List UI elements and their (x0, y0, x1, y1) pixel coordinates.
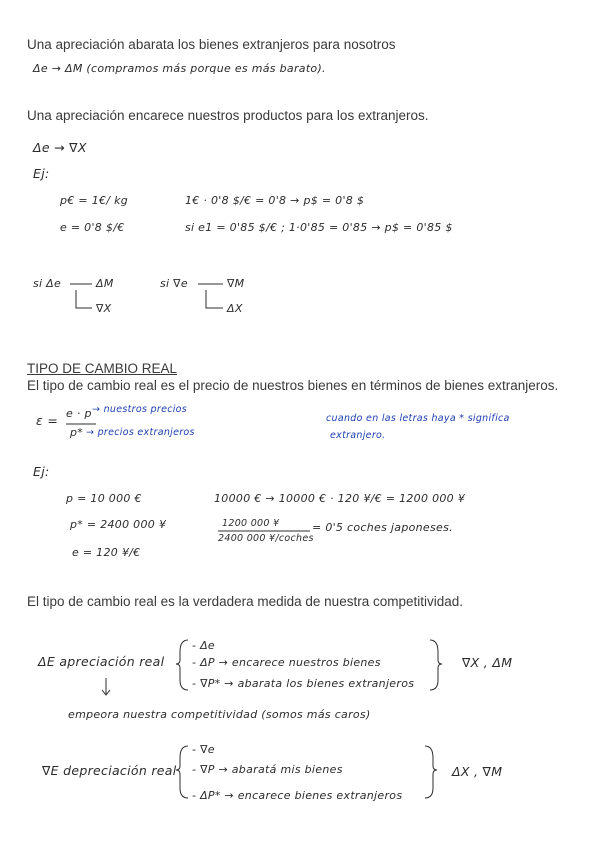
diagram-a-si: si Δe (33, 277, 62, 290)
apreciacion-item-2: - ΔP → encarece nuestros bienes (192, 656, 381, 669)
ejemplo1-conversion: 1€ · 0'8 $/€ = 0'8 → p$ = 0'8 $ (185, 194, 365, 207)
ejemplo2-tipo-cambio: e = 120 ¥/€ (72, 546, 141, 559)
diagram-b-si: si ∇e (160, 277, 188, 290)
apreciacion-real: ΔE apreciación real (38, 654, 165, 669)
depreciacion-resultado: ΔX , ∇M (452, 764, 503, 779)
ejemplo2-frac-den: 2400 000 ¥/coches (218, 533, 314, 544)
ejemplo2-resultado: = 0'5 coches japoneses. (312, 521, 453, 534)
ejemplo-label-2: Ej: (33, 464, 50, 479)
apreciacion-item-1: - Δe (192, 639, 215, 652)
note-de-vx: Δe → ∇X (33, 140, 87, 155)
diagram-b-bot: ΔX (227, 302, 243, 315)
depreciacion-item-2: - ∇P → abaratá mis bienes (192, 763, 343, 776)
ejemplo1-apreciacion: si e1 = 0'85 $/€ ; 1·0'85 = 0'85 → p$ = 0'85 $ (185, 221, 453, 234)
ejemplo2-conversion: 10000 € → 10000 € · 120 ¥/€ = 1200 000 ¥ (214, 492, 466, 505)
epsilon-symbol: ε = (36, 413, 59, 428)
ejemplo2-precio: p = 10 000 € (66, 492, 142, 505)
apreciacion-resultado: ∇X , ΔM (462, 655, 513, 670)
depreciacion-item-3: - ΔP* → encarece bienes extranjeros (192, 789, 403, 802)
ejemplo1-tipo-cambio: e = 0'8 $/€ (60, 221, 125, 234)
epsilon-numerator: e · p (66, 407, 92, 420)
diagram-a-top: ΔM (96, 277, 114, 290)
depreciacion-real: ∇E depreciación real (42, 763, 177, 778)
label-nuestros-precios: → nuestros precios (92, 404, 188, 415)
diagram-b-top: ∇M (227, 277, 245, 290)
heading-competitividad: El tipo de cambio real es la verdadera medida de nuestra competitividad. (27, 594, 463, 609)
epsilon-denominator: p* (70, 426, 84, 439)
heading-apreciacion-encarece: Una apreciación encarece nuestros productos para los extranjeros. (27, 108, 429, 123)
note-asterisco-2: extranjero. (330, 430, 386, 441)
heading-apreciacion-abarata: Una apreciación abarata los bienes extranjeros para nosotros (27, 37, 396, 52)
empeora-competitividad: empeora nuestra competitividad (somos más caros) (68, 708, 371, 721)
note-asterisco-1: cuando en las letras haya * significa (326, 413, 510, 424)
ejemplo-label-1: Ej: (33, 166, 50, 181)
ejemplo2-precio-extranjero: p* = 2400 000 ¥ (70, 518, 167, 531)
ejemplo1-precio-euro: p€ = 1€/ kg (60, 194, 129, 207)
diagram-a-bot: ∇X (96, 302, 112, 315)
depreciacion-item-1: - ∇e (192, 743, 215, 756)
apreciacion-item-3: - ∇P* → abarata los bienes extranjeros (192, 677, 415, 690)
title-tipo-cambio-real: TIPO DE CAMBIO REAL (27, 361, 178, 376)
ejemplo2-frac-num: 1200 000 ¥ (222, 518, 280, 529)
label-precios-extranjeros: → precios extranjeros (86, 427, 195, 438)
note-compramos-mas: Δe → ΔM (compramos más porque es más barato). (33, 62, 326, 75)
definition-tipo-cambio-real: El tipo de cambio real es el precio de nuestros bienes en términos de bienes extranjeros. (27, 378, 559, 393)
